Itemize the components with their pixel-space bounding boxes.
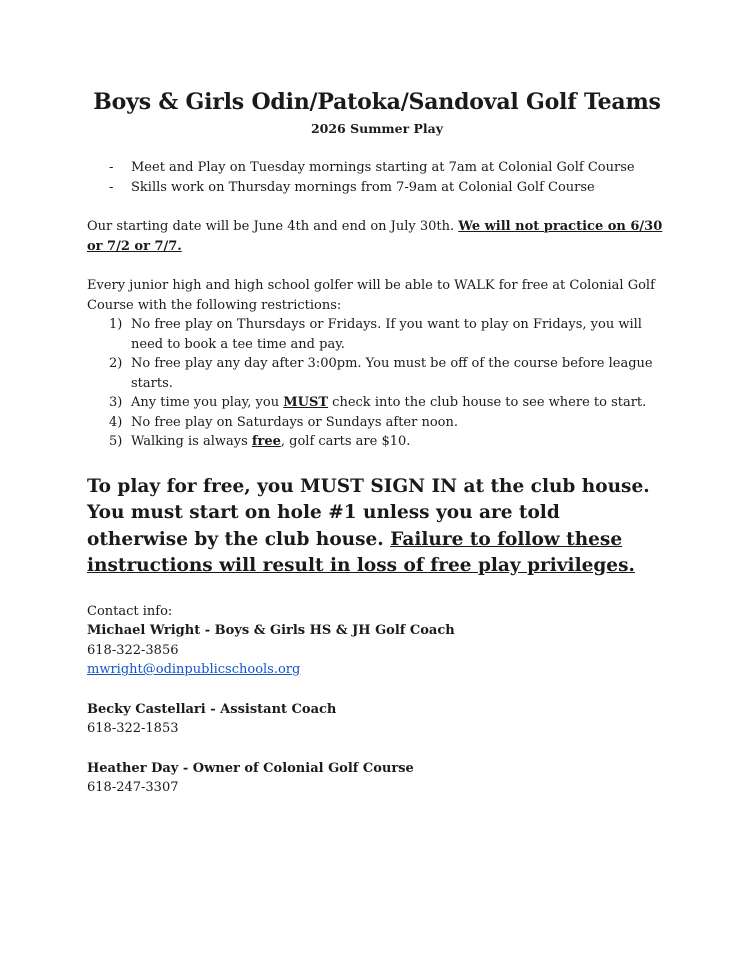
contact-heading: Contact info: [87,603,173,619]
restriction-text [131,395,646,410]
restriction-item [87,393,667,413]
restriction-text: No free play on Thursdays or Fridays. If you want to play on Fridays, you will need to book a tee time and pay. [131,317,642,352]
notice-main: To play for free, you MUST SIGN IN at the club house. You must start on hole #1 unless you are told otherwise by the club house. [87,475,650,550]
dates-paragraph [87,217,667,256]
sign-in-notice [87,474,667,580]
dash-bullet: - [109,160,114,175]
contact-email-link[interactable]: mwright@odinpublicschools.org [87,662,301,677]
restriction-number: 2) [109,356,123,371]
restriction-text-before: Any time you play, you [131,395,284,410]
restriction-emphasis: MUST [283,395,329,410]
restrictions-list [87,315,667,452]
restriction-text-before: Walking is always [131,434,252,449]
restriction-item [87,315,667,354]
document-subtitle: 2026 Summer Play [310,121,444,136]
restriction-number: 4) [109,414,123,430]
restriction-text: No free play any day after 3:00pm. You must be off of the course before league starts. [131,356,653,391]
restriction-text-after: check into the club house to see where to start. [328,395,647,410]
no-practice-dates: We will not practice on 6/30 or 7/2 or 7/7. [87,219,663,254]
restriction-number: 1) [109,317,123,332]
restriction-text [131,434,410,449]
restriction-number: 3) [109,395,123,410]
schedule-item [87,158,667,178]
contact-name: Heather Day - Owner of Colonial Golf Course [87,760,414,776]
contact-phone: 618-322-3856 [87,642,179,658]
notice-warning: Failure to follow these instructions will result in loss of free play privileges. [87,528,635,576]
document-title: Boys & Girls Odin/Patoka/Sandoval Golf Teams [93,89,661,115]
spacer [87,739,667,759]
schedule-item-text: Meet and Play on Tuesday mornings starting at 7am at Colonial Golf Course [131,160,635,175]
document-page [87,86,667,798]
contact-phone: 618-322-1853 [87,721,179,736]
contact-name: Michael Wright - Boys & Girls HS & JH Golf Coach [87,623,455,638]
spacer [87,680,667,700]
contact-section [87,602,667,798]
restriction-item [87,354,667,393]
schedule-item [87,178,667,198]
contact-name: Becky Castellari - Assistant Coach [87,701,337,717]
dash-bullet: - [109,179,114,195]
restriction-number: 5) [109,434,123,449]
restriction-item [87,432,667,452]
walk-policy-intro: Every junior high and high school golfer will be able to WALK for free at Colonial Golf Course with the following restrictions: [87,278,655,313]
restriction-text: No free play on Saturdays or Sundays after noon. [131,414,459,430]
schedule-list [87,158,667,197]
restriction-text-after: , golf carts are $10. [280,434,411,449]
dates-text: Our starting date will be June 4th and end on July 30th. [87,219,459,234]
schedule-item-text: Skills work on Thursday mornings from 7-9am at Colonial Golf Course [131,179,595,195]
restriction-item [87,413,667,433]
restriction-emphasis: free [251,434,281,449]
contact-phone: 618-247-3307 [87,780,179,795]
